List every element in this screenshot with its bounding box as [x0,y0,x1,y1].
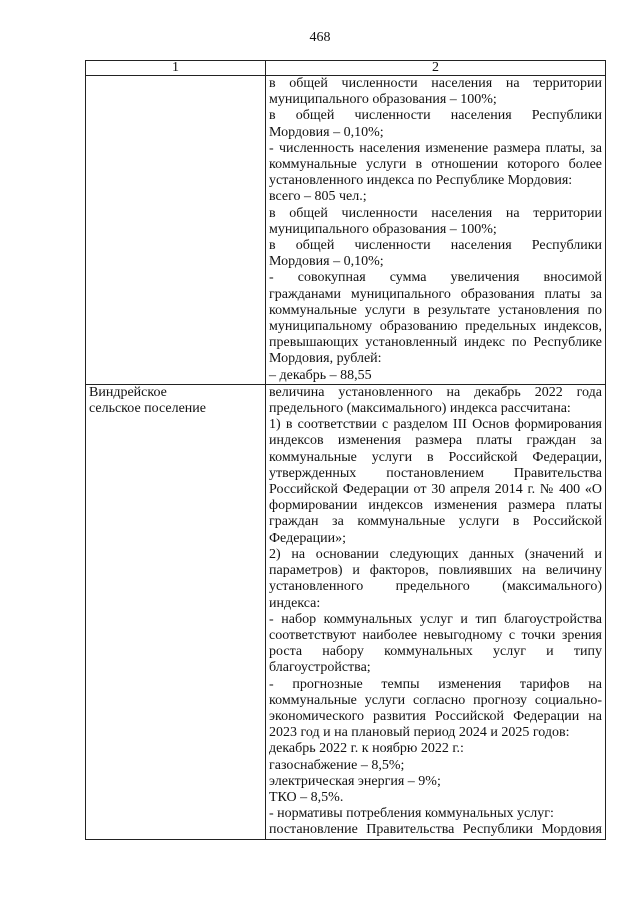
text-line: - совокупная сумма увеличения вносимой [269,270,602,286]
text-line: экономического развития Российской Федерации на [269,708,602,724]
text-line: индекса: [269,595,321,611]
text-line: всего – 805 чел.; [269,189,367,205]
text-line: коммунальные услуги в результате установления по [269,302,602,318]
text-line: предельного (максимального) индекса рассчитана: [269,401,571,417]
text-line: газоснабжение – 8,5%; [269,757,405,773]
text-line: - численность населения изменение размера платы, за [269,140,602,156]
text-line: в общей численности населения Республики [269,108,602,124]
municipality-cell [86,384,266,839]
text-line: 1) в соответствии с разделом III Основ формирования [269,417,602,433]
text-line: установленного предельного (максимального) [269,579,602,595]
text-line: ТКО – 8,5%. [269,789,344,805]
text-line: 2023 год и на плановый период 2024 и 2025 годов: [269,725,570,741]
text-line: Федерации»; [269,530,347,546]
text-line: граждан за коммунальные услуги в Российской [269,514,602,530]
table-header-row [86,61,606,76]
text-line: коммунальные услуги в Российской Федерации, [269,449,602,465]
table-row [86,384,606,839]
text-line: электрическая энергия – 9%; [269,773,441,789]
text-line: величина установленного на декабрь 2022 года [269,384,602,400]
municipality-name-line: Виндрейское [89,384,167,400]
text-line: роста набору коммунальных услуг и типу [269,644,602,660]
text-line: – декабрь – 88,55 [269,367,372,383]
text-line: Мордовия – 0,10%; [269,124,384,140]
table-row [86,76,606,385]
page-number: 468 [309,30,331,45]
municipality-cell [86,76,266,385]
text-line: параметров) и факторов, повлиявших на величину [269,563,602,579]
text-line: - нормативы потребления коммунальных услуг: [269,806,554,822]
text-line: в общей численности населения Республики [269,238,602,254]
text-line: в общей численности населения на территории [269,76,602,91]
text-line: коммунальные услуги в отношении которого более [269,157,602,173]
description-cell [266,76,606,385]
text-line: Мордовия – 0,10%; [269,254,384,270]
text-line: декабрь 2022 г. к ноябрю 2022 г.: [269,741,464,757]
text-line: муниципальному образованию предельных индексов, [269,319,602,335]
text-line: муниципального образования – 100%; [269,92,497,108]
text-line: гражданами муниципального образования платы за [269,286,602,302]
text-line: формировании индексов изменения размера платы [269,498,602,514]
text-line: постановление Правительства Республики Мордовия [269,822,602,838]
text-line: Российской Федерации от 30 апреля 2014 г. № 400 «О [269,482,602,498]
text-line: утвержденных постановлением Правительства [269,465,602,481]
column-header-1: 1 [86,61,266,76]
text-line: соответствуют наиболее невыгодному с точки зрения [269,627,602,643]
text-line: - прогнозные темпы изменения тарифов на [269,676,602,692]
document-table [85,60,606,840]
text-line: Мордовия, рублей: [269,351,382,367]
text-line: 2) на основании следующих данных (значений и [269,546,602,562]
description-cell [266,384,606,839]
text-line: - набор коммунальных услуг и тип благоустройства [269,611,602,627]
text-line: установленного индекса по Республике Мордовия: [269,173,573,189]
text-line: благоустройства; [269,660,371,676]
text-line: превышающих установленный индекс по Республике [269,335,602,351]
text-line: коммунальные услуги согласно прогнозу социально- [269,692,602,708]
text-line: в общей численности населения на территории [269,205,602,221]
column-header-2: 2 [266,61,606,76]
text-line: муниципального образования – 100%; [269,221,497,237]
text-line: индексов изменения размера платы граждан за [269,433,602,449]
municipality-name-line: сельское поселение [89,401,206,417]
